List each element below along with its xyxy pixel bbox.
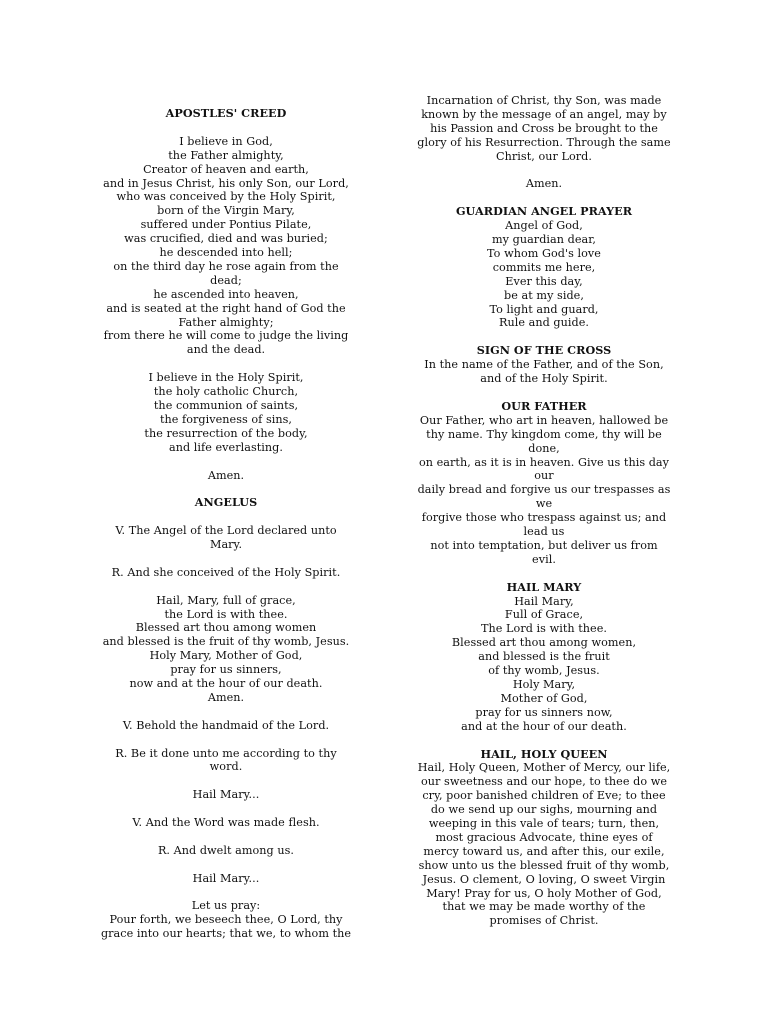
angelus-versicle-2: V. Behold the handmaid of the Lord. [122,718,330,732]
text-line: Holy Mary, [512,677,576,691]
apostles-creed-title: APOSTLES' CREED [165,106,287,120]
text-line: most gracious Advocate, thine eyes of [435,830,653,844]
text-line: our sweetness and our hope, to thee do we [420,775,668,789]
text-line: we [535,497,553,511]
our-father-prayer [399,414,689,567]
text-line: promises of Christ. [489,914,599,928]
text-line: he ascended into heaven, [153,287,299,301]
sign-of-cross-title: SIGN OF THE CROSS [476,343,612,358]
angelus-prayer-continued [399,94,689,164]
angelus-hail-mary-short-2: Hail Mary... [192,871,260,885]
text-line: Holy Mary, Mother of God, [149,649,303,663]
text-line: thy name. Thy kingdom come, thy will be [426,427,662,441]
apostles-creed-para1 [81,135,371,358]
text-line: Amen. [207,690,245,704]
text-line: on earth, as it is in heaven. Give us this day [418,455,670,469]
text-line: lead us [523,525,565,539]
angelus-response-3: R. And dwelt among us. [157,843,295,857]
hail-mary-title: HAIL MARY [506,579,582,594]
guardian-angel-title: GUARDIAN ANGEL PRAYER [455,204,633,219]
text-line: Blessed art thou among women [135,621,317,635]
text-line: and at the hour of our death. [461,719,627,733]
text-line: from there he will come to judge the living [103,329,349,343]
text-line: the holy catholic Church, [153,385,299,399]
text-line: Mother of God, [500,691,588,705]
text-line: Hail, Holy Queen, Mother of Mercy, our life, [417,761,671,775]
angelus-versicle-1-cont: Mary. [209,538,243,552]
text-line: Mary! Pray for us, O holy Mother of God, [426,886,662,900]
text-line: known by the message of an angel, may by [421,107,667,121]
text-line: The Lord is with thee. [481,622,607,636]
text-line: evil. [532,552,556,566]
text-line: my guardian dear, [491,233,597,247]
angelus-response-2-cont: word. [209,760,243,774]
right-column [399,94,689,928]
text-line: Blessed art thou among women, [451,636,637,650]
text-line: cry, poor banished children of Eve; to thee [422,789,666,803]
text-line: Angel of God, [505,219,583,233]
text-line: the Father almighty, [168,148,284,162]
text-line: pray for us sinners now, [475,705,613,719]
text-line: daily bread and forgive us our trespasses as [417,483,671,497]
angelus-prayer [81,899,371,941]
text-line: Christ, our Lord. [496,149,592,163]
our-father-title: OUR FATHER [501,398,587,413]
text-line: In the name of the Father, and of the Son, [424,358,664,372]
angelus-hail-mary-short-1: Hail Mary... [192,788,260,802]
guardian-angel-prayer [399,219,689,330]
angelus-response-2: R. Be it done unto me according to thy [115,746,337,760]
apostles-creed-amen: Amen. [207,468,245,482]
text-line: dead; [210,273,242,287]
text-line: now and at the hour of our death. [129,677,323,691]
text-line: the resurrection of the body, [144,426,308,440]
sign-of-cross-prayer [399,358,689,386]
angelus-amen: Amen. [525,177,563,191]
text-line: suffered under Pontius Pilate, [140,218,312,232]
text-line: Father almighty; [178,315,274,329]
text-line: Let us pray: [191,899,261,913]
text-line: Hail, Mary, full of grace, [156,593,296,607]
text-line: To light and guard, [489,302,599,316]
text-line: our [534,469,554,483]
text-line: the communion of saints, [153,399,299,412]
text-line: and life everlasting. [168,440,283,454]
text-line: the forgiveness of sins, [159,412,293,426]
text-line: Ever this day, [505,274,583,288]
text-line: his Passion and Cross be brought to the [430,121,658,135]
text-line: on the third day he rose again from the [113,259,339,273]
hail-holy-queen-prayer [399,761,689,928]
angelus-versicle-3: V. And the Word was made flesh. [132,816,320,830]
text-line: Incarnation of Christ, thy Son, was made [426,94,662,107]
text-line: Our Father, who art in heaven, hallowed be [419,413,669,427]
text-line: and in Jesus Christ, his only Son, our Lord, [103,176,349,190]
text-line: born of the Virgin Mary, [157,204,295,218]
text-line: was crucified, died and was buried; [124,232,328,246]
apostles-creed-para2 [81,371,371,454]
text-line: show unto us the blessed fruit of thy womb, [418,858,670,872]
text-line: and the dead. [186,343,266,357]
text-line: Jesus. O clement, O loving, O sweet Virgin [422,872,666,886]
angelus-title: ANGELUS [194,495,258,510]
text-line: and is seated at the right hand of God the [106,301,346,315]
text-line: weeping in this vale of tears; turn, then, [428,817,660,831]
angelus-hail-mary [81,594,371,705]
text-line: glory of his Resurrection. Through the same [417,135,671,149]
text-line: forgive those who trespass against us; and [421,511,667,525]
text-line: Full of Grace, [504,608,584,622]
text-line: commits me here, [492,260,596,274]
angelus-response-1: R. And she conceived of the Holy Spirit. [111,565,341,579]
text-line: done, [528,441,560,455]
text-line: Hail Mary, [514,594,574,608]
text-line: Rule and guide. [498,316,589,330]
text-line: and blessed is the fruit of thy womb, Jesus. [102,635,350,649]
left-column [81,107,371,941]
text-line: he descended into hell; [159,246,293,260]
text-line: and of the Holy Spirit. [480,372,608,386]
hail-holy-queen-title: HAIL, HOLY QUEEN [480,746,608,761]
text-line: be at my side, [504,288,584,302]
text-line: that we may be made worthy of the [442,900,646,914]
text-line: I believe in God, [179,134,273,148]
text-line: who was conceived by the Holy Spirit, [116,190,336,204]
text-line: the Lord is with thee. [164,607,288,621]
text-line: do we send up our sighs, mourning and [430,803,658,817]
text-line: I believe in the Holy Spirit, [148,371,304,385]
text-line: Creator of heaven and earth, [143,162,309,176]
hail-mary-prayer [399,595,689,734]
text-line: mercy toward us, and after this, our exile, [423,844,665,858]
text-line: not into temptation, but deliver us from [430,538,658,552]
angelus-versicle-1: V. The Angel of the Lord declared unto [115,524,337,538]
text-line: of thy womb, Jesus. [488,664,600,678]
text-line: and blessed is the fruit [478,650,610,664]
text-line: To whom God's love [487,246,601,260]
text-line: pray for us sinners, [170,663,282,677]
text-line: Pour forth, we beseech thee, O Lord, thy [109,913,343,927]
text-line: grace into our hearts; that we, to whom the [100,927,352,941]
